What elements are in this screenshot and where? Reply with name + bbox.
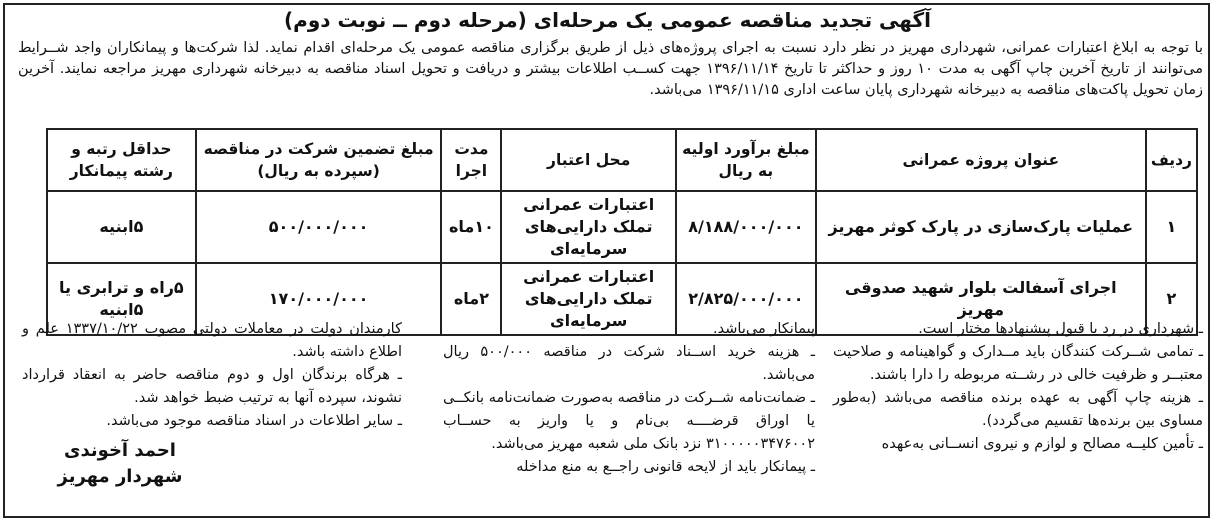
signatory-role: شهردار مهریز [57, 466, 183, 487]
header-estimate: مبلغ برآورد اولیه به ریال [676, 129, 816, 191]
notes-column-left [22, 318, 402, 433]
notes-column-right [833, 318, 1203, 456]
cell-project-title: عملیات پارک‌سازی در پارک کوثر مهریز [816, 191, 1146, 263]
cell-estimate: ۸/۱۸۸/۰۰۰/۰۰۰ [676, 191, 816, 263]
note-item: پیمانکار می‌باشد. [713, 321, 815, 337]
cell-estimate: ۲/۸۲۵/۰۰۰/۰۰۰ [676, 263, 816, 335]
header-min-rank: حداقل رتبه و رشته پیمانکار [47, 129, 196, 191]
intro-line: مراجعه نمایند. آخرین زمان تحویل پاکت‌های مناقصه به دبیرخانه شهرداری پایان ساعت اداری ۱۳۹۶/۱۱/۱۵ می‌باشد. [18, 61, 1203, 98]
header-project-title: عنوان پروژه عمرانی [816, 129, 1146, 191]
note-item: ـ هزینه چاپ آگهی به عهده برنده مناقصه می‌باشد (به‌طور مساوی بین برنده‌ها تقسیم می‌گردد). [833, 390, 1203, 429]
header-funding-source: محل اعتبار [501, 129, 676, 191]
intro-line: با توجه به ابلاغ اعتبارات عمرانی، شهرداری مهریز در نظر دارد نسبت به اجرای پروژه‌های ذیل از طریق برگزاری مناقصه عمومی یک مرحله‌ای اقدام نماید. لذا شرکت‌ها و پیمانکاران واجد [73, 40, 1203, 56]
cell-guarantee: ۱۷۰/۰۰۰/۰۰۰ [196, 263, 442, 335]
note-item: ـ ضمانت‌نامه شــرکت در مناقصه به‌صورت ضمانت‌نامه بانکــی یا اوراق قرضــــه بی‌نام و یا واریز به حســاب ۳۱۰۰۰۰۰۳۴۷۶۰۰۲ نزد بانک ملی شعبه مهریز می‌باشد. [443, 390, 815, 452]
header-row-number: ردیف [1146, 129, 1197, 191]
note-item: ـ هزینه خرید اســناد شرکت در مناقصه ۵۰۰/۰۰۰ ریال می‌باشد. [443, 344, 815, 383]
table-header-row [47, 129, 1197, 191]
note-item: ـ تمامی شــرکت کنندگان باید مــدارک و گواهینامه و صلاحیت معتبــر و ظرفیت خالی در رشــته مربوطه را دارا باشند. [833, 344, 1203, 383]
intro-paragraph [18, 38, 1203, 101]
cell-project-title: اجرای آسفالت بلوار شهید صدوقی مهریز [816, 263, 1146, 335]
cell-duration: ۱۰ماه [441, 191, 501, 263]
table-row [47, 191, 1197, 263]
projects-table [46, 128, 1198, 336]
notes-column-middle [443, 318, 815, 479]
header-duration: مدت اجرا [441, 129, 501, 191]
cell-row-number: ۲ [1146, 263, 1197, 335]
intro-line: شــرایط می‌توانند از تاریخ آخرین چاپ آگهی به مدت ۱۰ روز و حداکثر تا تاریخ ۱۳۹۶/۱۱/۱۴ جهت کســب اطلاعات بیشتر و دریافت و تحویل اسناد مناقصه به دبیرخانه شهرداری مهریز [18, 40, 1204, 77]
note-item: ـ سایر اطلاعات در اسناد مناقصه موجود می‌باشد. [106, 413, 402, 429]
cell-funding-source: اعتبارات عمرانی تملک دارایی‌های سرمایه‌ای [501, 263, 676, 335]
note-item: ـ هرگاه برندگان اول و دوم مناقصه حاضر به انعقاد قرارداد نشوند، سپرده آنها به ترتیب ضبط خواهد شد. [22, 367, 402, 406]
cell-funding-source: اعتبارات عمرانی تملک دارایی‌های سرمایه‌ای [501, 191, 676, 263]
cell-min-rank: ۵راه و ترابری یا ۵ابنیه [47, 263, 196, 335]
header-guarantee: مبلغ تضمین شرکت در مناقصه (سپرده به ریال) [196, 129, 442, 191]
cell-duration: ۲ماه [441, 263, 501, 335]
note-item: ـ تأمین کلیــه مصالح و لوازم و نیروی انســانی به‌عهده [881, 436, 1203, 452]
note-item: ـ شهرداری در رد یا قبول پیشنهادها مختار است. [918, 321, 1203, 337]
signatory-name: احمد آخوندی [64, 440, 176, 461]
note-item: ـ پیمانکار باید از لایحه قانونی راجــع به منع مداخله [516, 459, 815, 475]
cell-row-number: ۱ [1146, 191, 1197, 263]
notice-title: آگهی تجدید مناقصه عمومی یک مرحله‌ای (مرحله دوم ــ نوبت دوم) [284, 8, 931, 32]
cell-min-rank: ۵ابنیه [47, 191, 196, 263]
note-item: کارمندان دولت در معاملات دولتی مصوب ۱۳۳۷/۱۰/۲۲ علم و اطلاع داشته باشد. [22, 321, 402, 360]
cell-guarantee: ۵۰۰/۰۰۰/۰۰۰ [196, 191, 442, 263]
signature-block [40, 438, 200, 490]
